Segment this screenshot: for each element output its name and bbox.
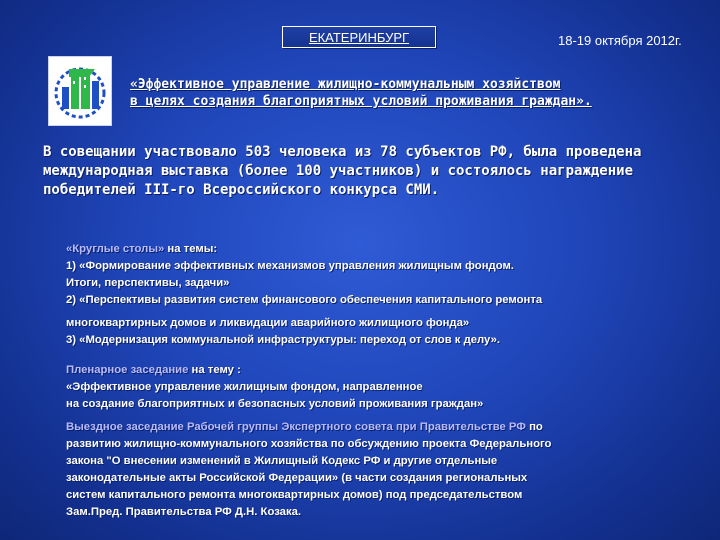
city-button[interactable]: ЕКАТЕРИНБУРГ	[282, 26, 436, 48]
housing-logo-icon	[48, 56, 112, 126]
agenda-details	[66, 241, 706, 521]
working-group-line: законодательные акты Российской Федерации» (в части создания региональных	[66, 472, 528, 484]
working-group-line: развитию жилищно-коммунального хозяйства по обсуждению проекта Федерального	[66, 438, 552, 450]
round-table-item: 3) «Модернизация коммунальной инфраструктуры: переход от слов к делу».	[66, 334, 501, 346]
round-table-item: многоквартирных домов и ликвидации аварийного жилищного фонда»	[66, 317, 470, 329]
event-title-line: в целях создания благоприятных условий проживания граждан».	[130, 94, 592, 109]
plenary-label: Пленарное заседание	[66, 364, 189, 376]
round-table-item: Итоги, перспективы, задачи»	[66, 277, 230, 289]
round-table-item: 2) «Перспективы развития систем финансового обеспечения капитального ремонта	[66, 294, 543, 306]
event-date: 18-19 октября 2012г.	[558, 33, 682, 48]
round-tables-label: «Круглые столы»	[66, 243, 165, 255]
working-group-line: Зам.Пред. Правительства РФ Д.Н. Козака.	[66, 506, 302, 518]
round-tables-heading: «Круглые столы» на темы:	[66, 243, 218, 255]
plenary-line: «Эффективное управление жилищным фондом, направленное	[66, 381, 423, 393]
working-group-label: Выездное заседание Рабочей группы Экспертного совета при Правительстве РФ	[66, 421, 526, 433]
plenary-line: на создание благоприятных и безопасных условий проживания граждан»	[66, 398, 484, 410]
intro-paragraph: В совещании участвовало 503 человека из 78 субъектов РФ, была проведена международная выставка (более 100 участников) и состоялось награждение победителей III-го Всероссийского конкурса СМИ.	[43, 144, 642, 198]
working-group-line: систем капитального ремонта многоквартирных домов) под председательством	[66, 489, 523, 501]
event-title-line: «Эффективное управление жилищно-коммунальным хозяйством	[130, 77, 561, 92]
event-title	[130, 76, 690, 110]
round-table-item: 1) «Формирование эффективных механизмов управления жилищным фондом.	[66, 260, 514, 272]
working-group-line: закона "О внесении изменений в Жилищный Кодекс РФ и другие отдельные	[66, 455, 498, 467]
working-group-heading: Выездное заседание Рабочей группы Экспертного совета при Правительстве РФ по	[66, 421, 543, 433]
plenary-heading: Пленарное заседание на тему :	[66, 364, 241, 376]
